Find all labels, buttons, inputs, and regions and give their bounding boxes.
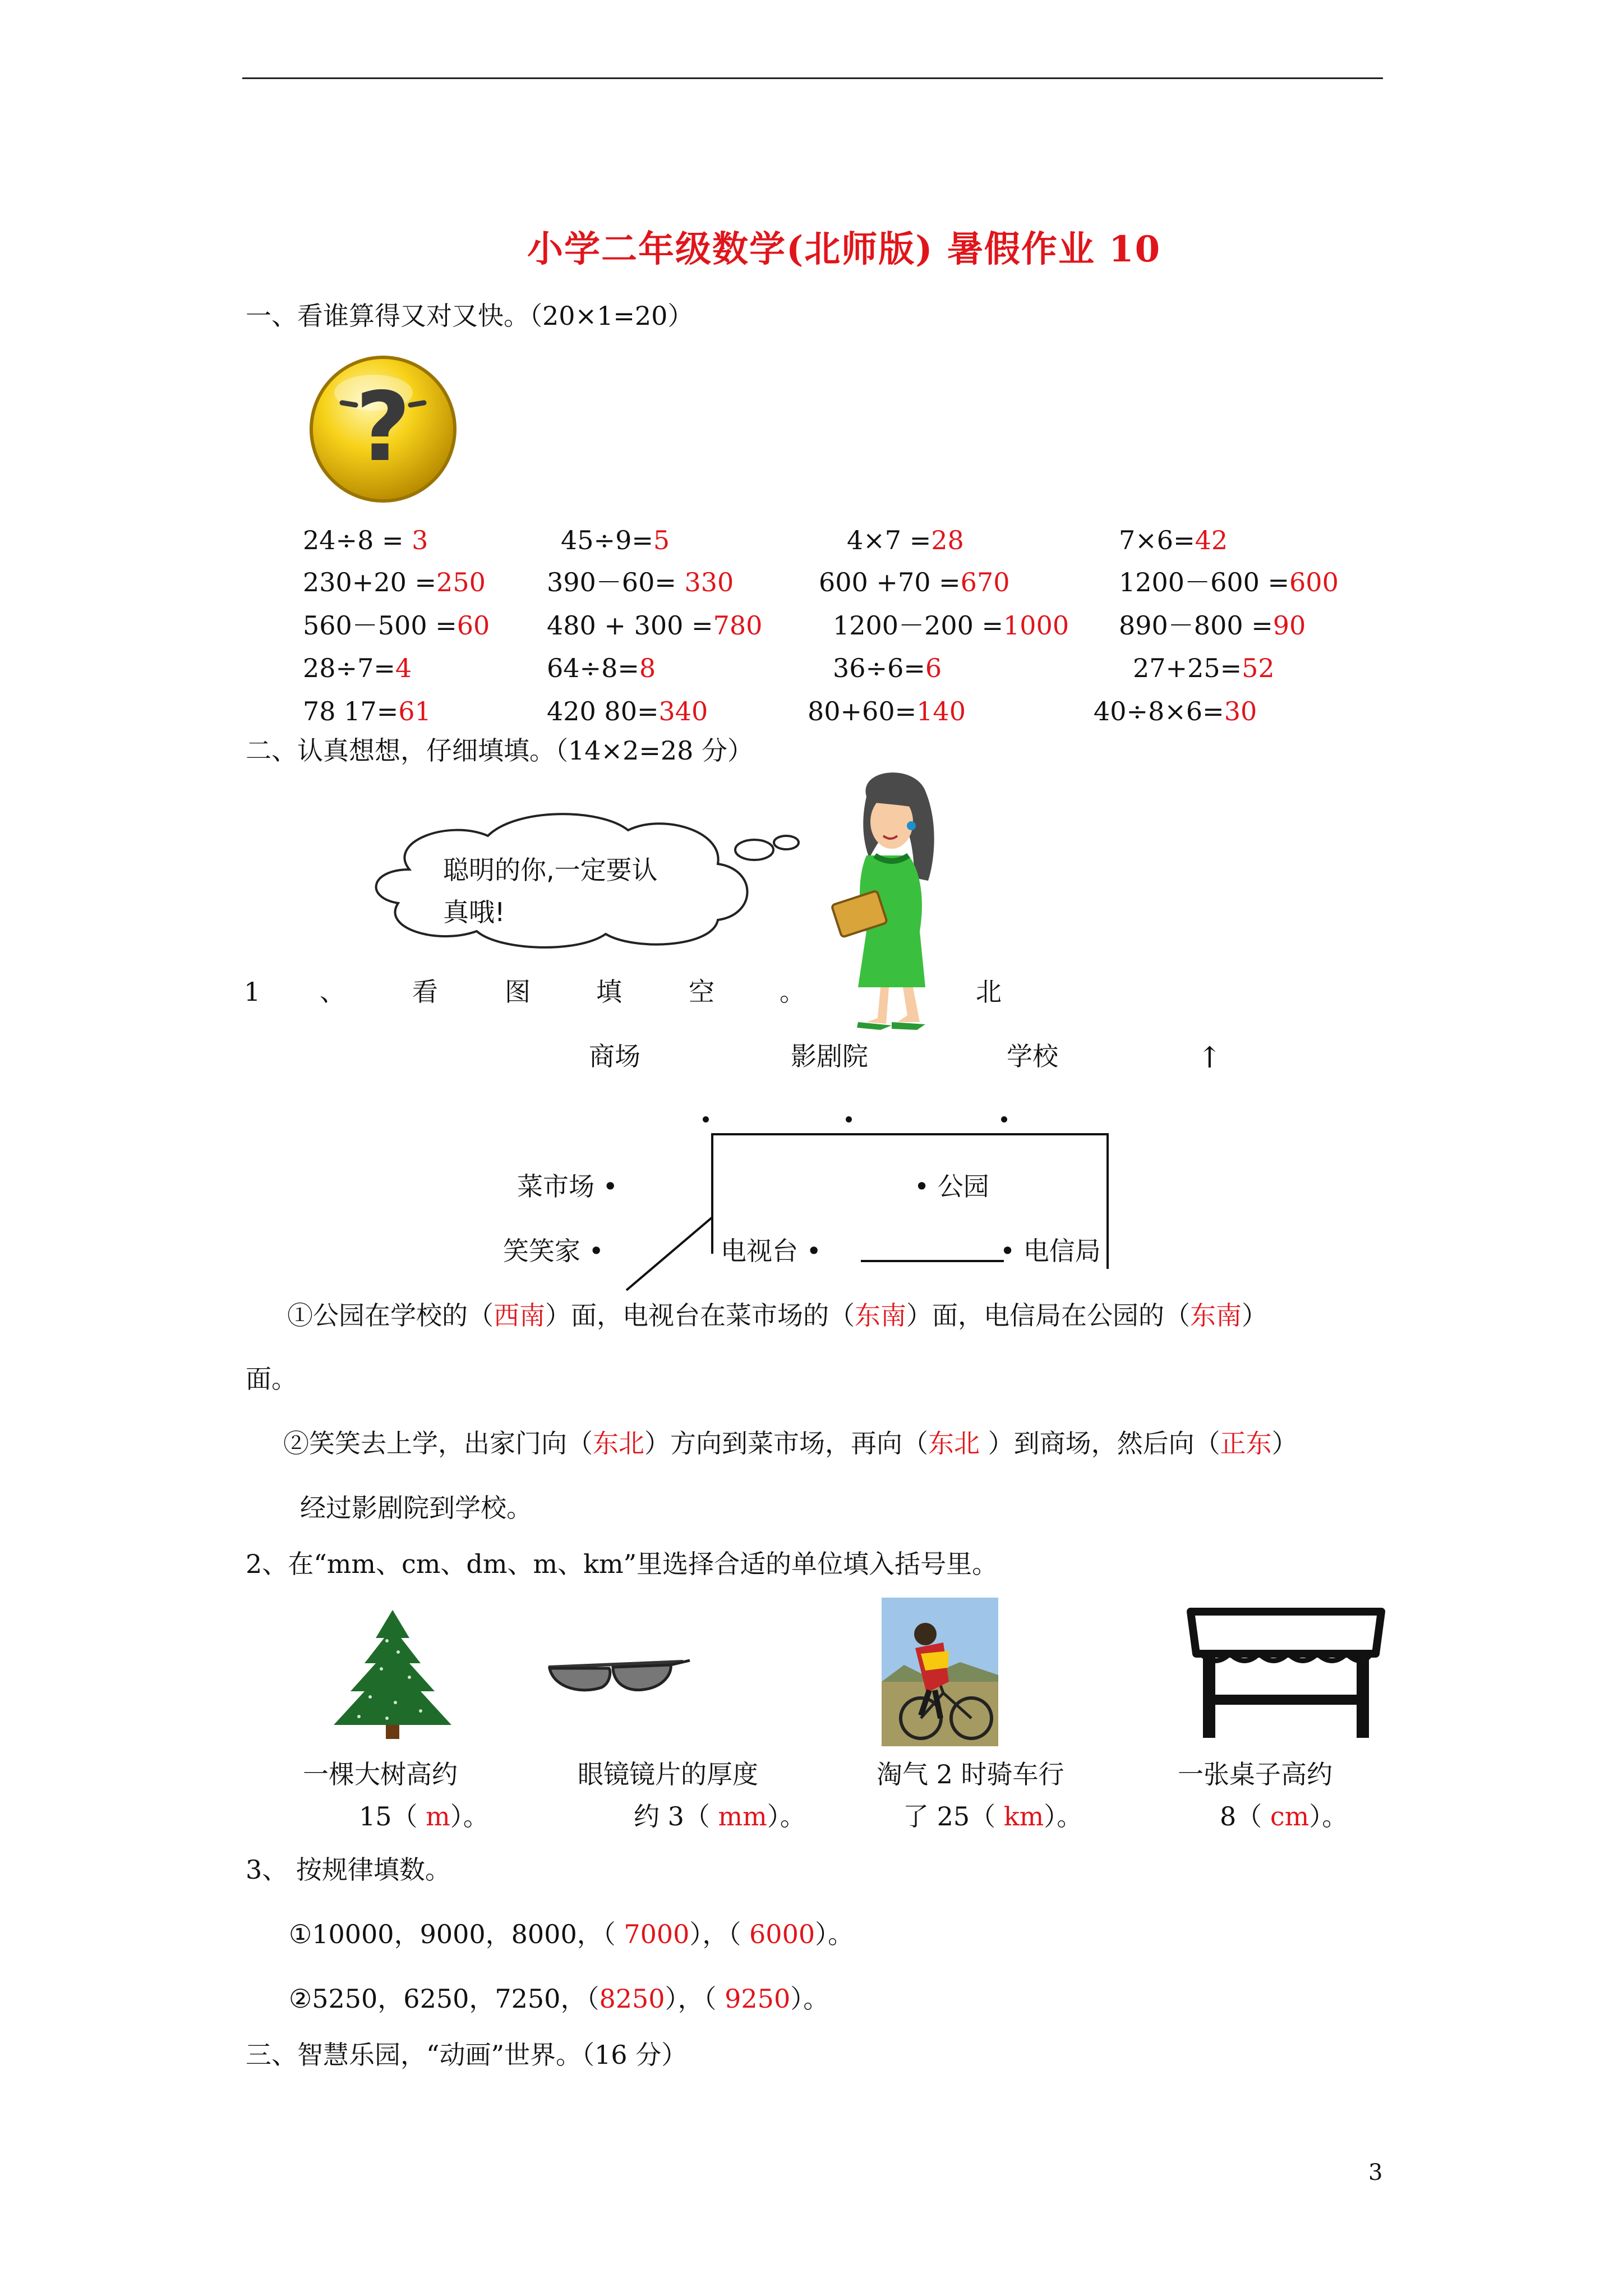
- q2-item-4-line-1: 一张桌子高约: [1178, 1759, 1332, 1789]
- calc-question: 7×6=: [1119, 525, 1195, 555]
- calc-answer: 30: [1224, 696, 1257, 726]
- calc-answer: 330: [684, 567, 734, 597]
- calc-answer: 3: [412, 525, 428, 555]
- q2-item-2-line-1: 眼镜镜片的厚度: [578, 1759, 758, 1789]
- table-icon: [1185, 1600, 1387, 1741]
- calc-answer: 5: [653, 525, 670, 555]
- q2-item-1-line-1: 一棵大树高约: [303, 1759, 458, 1789]
- place-tv: 电视台 •: [721, 1236, 822, 1266]
- bubble-line-1: 聪明的你,一定要认: [443, 855, 658, 885]
- calc-answer: 90: [1272, 610, 1306, 641]
- section-3-heading: 三、智慧乐园，“动画”世界。（16 分）: [246, 2040, 688, 2070]
- bubble-line-2: 真哦!: [443, 897, 505, 927]
- calc-answer: 8: [639, 653, 656, 683]
- pine-tree-icon: [325, 1607, 460, 1742]
- calc-answer: 6: [925, 653, 942, 683]
- q2-item-2-line-2: 约 3（ mm）。: [634, 1801, 806, 1832]
- answer-3: 东南: [1190, 1300, 1242, 1331]
- q1-label-1: 、: [320, 977, 345, 1007]
- calc-question: 28÷7=: [303, 653, 395, 683]
- calc-question: 36÷6=: [833, 653, 925, 683]
- calc-answer: 600: [1289, 567, 1339, 597]
- place-park: • 公园: [914, 1171, 989, 1202]
- glasses-icon: [543, 1660, 694, 1700]
- svg-text:?: ?: [355, 372, 411, 483]
- calc-question: 45÷9=: [561, 525, 653, 555]
- calc-answer: 60: [457, 610, 490, 641]
- q1-label-0: 1: [244, 977, 261, 1007]
- q2-heading: 2、在“mm、cm、dm、m、km”里选择合适的单位填入括号里。: [246, 1549, 998, 1579]
- calc-answer: 780: [713, 610, 763, 641]
- calc-question: 890－800 =: [1119, 610, 1273, 641]
- place-home: 笑笑家 •: [503, 1236, 604, 1266]
- answer-5: 东北: [928, 1428, 980, 1458]
- place-theater: 影剧院: [791, 1041, 868, 1071]
- section-2-heading: 二、认真想想，仔细填填。（14×2=28 分）: [246, 735, 754, 766]
- q2-item-1-line-2: 15（ m）。: [359, 1801, 489, 1832]
- q1-answer-line-2: ②笑笑去上学，出家门向（东北）方向到菜市场，再向（东北 ）到商场，然后向（正东）: [283, 1428, 1298, 1458]
- calc-answer: 140: [916, 696, 966, 726]
- q3-heading: 3、 按规律填数。: [246, 1855, 451, 1885]
- calc-question: 1200－200 =: [833, 610, 1004, 641]
- q2-item-3-line-2: 了 25（ km）。: [903, 1801, 1083, 1832]
- q3-line-1: ①10000，9000，8000，（ 7000），（ 6000）。: [289, 1919, 854, 1949]
- calc-question: 480 + 300 =: [547, 610, 713, 641]
- page-title: 小学二年级数学(北师版) 暑假作业 10: [527, 228, 1161, 270]
- calc-question: 1200－600 =: [1119, 567, 1290, 597]
- q1-answer-line-2-cont: 经过影剧院到学校。: [300, 1493, 532, 1523]
- q3-line-2: ②5250，6250，7250，（8250），（ 9250）。: [289, 1984, 829, 2014]
- section-1-heading: 一、看谁算得又对又快。（20×1=20）: [246, 301, 694, 331]
- calc-answer: 340: [658, 696, 708, 726]
- calc-question: 560－500 =: [303, 610, 457, 641]
- answer-1: 西南: [494, 1300, 545, 1331]
- calc-question: 420 80=: [547, 696, 659, 726]
- calc-answer: 42: [1195, 525, 1228, 555]
- calc-question: 390－60=: [547, 567, 685, 597]
- calc-question: 24÷8 =: [303, 525, 412, 555]
- calc-question: 80+60=: [808, 696, 917, 726]
- calc-answer: 52: [1242, 653, 1275, 683]
- calc-question: 27+25=: [1133, 653, 1242, 683]
- q1-label-4: 填: [596, 977, 622, 1007]
- q1-label-3: 图: [505, 977, 531, 1007]
- calc-answer: 28: [931, 525, 964, 555]
- north-arrow-icon: ↑: [1197, 1041, 1222, 1075]
- place-telecom: • 电信局: [1000, 1236, 1101, 1266]
- q1-label-2: 看: [412, 977, 438, 1007]
- answer-4: 东北: [593, 1428, 644, 1458]
- calc-question: 78 17=: [303, 696, 399, 726]
- calc-answer: 61: [398, 696, 431, 726]
- q1-label-6: 。: [780, 977, 805, 1007]
- calc-answer: 250: [436, 567, 486, 597]
- calc-question: 64÷8=: [547, 653, 639, 683]
- calc-question: 600 +70 =: [819, 567, 961, 597]
- cyclist-photo: [882, 1598, 998, 1746]
- calc-question: 230+20 =: [303, 567, 437, 597]
- calc-answer: 670: [960, 567, 1010, 597]
- q1-label-5: 空: [689, 977, 714, 1007]
- page-number: 3: [1368, 2160, 1383, 2185]
- calc-question: 40÷8×6=: [1094, 696, 1224, 726]
- q1-answer-line-1-cont: 面。: [246, 1364, 297, 1394]
- north-label: 北: [976, 977, 1002, 1007]
- place-school: 学校: [1007, 1041, 1058, 1071]
- calc-answer: 1000: [1003, 610, 1069, 641]
- q2-item-3-line-1: 淘气 2 时骑车行: [877, 1759, 1064, 1789]
- q2-item-4-line-2: 8（ cm）。: [1220, 1801, 1348, 1832]
- calc-answer: 4: [395, 653, 412, 683]
- answer-6: 正东: [1220, 1428, 1272, 1458]
- q1-answer-line-1: ①公园在学校的（西南）面，电视台在菜市场的（东南）面，电信局在公园的（东南）: [287, 1300, 1267, 1331]
- place-mall: 商场: [589, 1041, 640, 1071]
- place-market: 菜市场 •: [517, 1171, 618, 1202]
- calc-question: 4×7 =: [847, 525, 932, 555]
- answer-2: 东南: [855, 1300, 906, 1331]
